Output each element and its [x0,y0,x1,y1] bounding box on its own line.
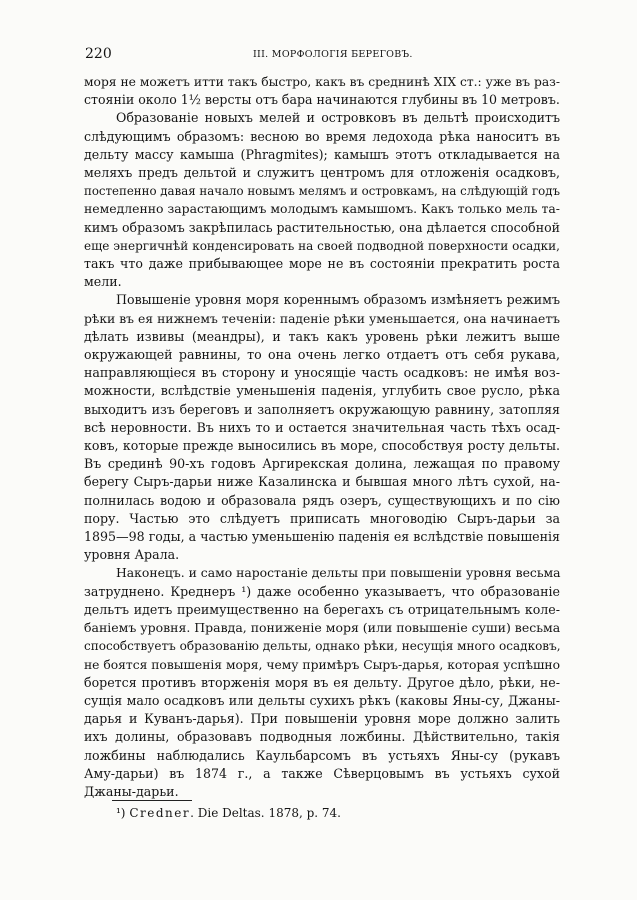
text-line: не боятся повышенія моря, чему примѣръ Сыръ-дарья, которая успѣшно [84,657,560,672]
text-line: борется противъ вторженія моря въ ея дельту. Другое дѣло, рѣки, не- [84,674,560,690]
text-line: дарья и Куванъ-дарья). При повышеніи уровня море должно залить [84,711,560,727]
text-line: затруднено. Креднеръ ¹) даже особенно указываетъ, что образованіе [84,583,560,599]
text-line: кимъ образомъ закрѣпилась растительностью, она дѣлается способной [84,219,560,235]
text-line: полнилась водою и образовала рядъ озеръ, существующихъ и по сію [84,492,560,508]
text-line: направляющіеся въ сторону и уносящіе часть осадковъ: не имѣя воз- [84,365,560,381]
text-line: постепенно давая начало новымъ мелямъ и островкамъ, на слѣдующій годъ [84,184,560,199]
text-line: Аму-дарьи) въ 1874 г., а также Сѣверцовымъ въ устьяхъ сухой [84,765,560,781]
text-line: пору. Частью это слѣдуетъ приписать многоводію Сыръ-дарьи за [84,510,560,526]
text-line: выходитъ изъ береговъ и заполняетъ окружающую равнину, затопляя [84,401,560,417]
text-line: всѣ неровности. Въ нихъ то и остается значительная часть тѣхъ осад- [84,419,560,435]
paragraph-2 [84,109,560,291]
text-line: такъ что даже прибывающее море не въ состояніи прекратить роста [84,256,560,272]
text-line: стояніи около 1½ версты отъ бара начинаются глубины въ 10 метровъ. [84,92,560,108]
running-title: III. МОРФОЛОГІЯ БЕРЕГОВЪ. [253,49,413,60]
footnote-author: Credner [129,806,191,820]
text-line: рѣки въ ея нижнемъ теченіи: паденіе рѣки уменьшается, она начинаетъ [84,311,560,326]
text-line: сущія мало осадковъ или дельты сухихъ рѣкъ (каковы Яны-су, Джаны- [84,692,560,708]
text-line: можности, вслѣдствіе уменьшенія паденія, углубить свое русло, рѣка [84,383,560,399]
paragraph-4 [84,564,560,801]
footnote [116,806,341,820]
text-line: Въ срединѣ 90-хъ годовъ Аргирекская долина, лежащая по правому [84,456,560,472]
text-line: Образованіе новыхъ мелей и островковъ въ дельтѣ происходитъ [116,110,560,126]
text-line: дельту массу камыша (Phragmites); камышъ этотъ откладывается на [84,146,560,162]
page-header [85,46,559,68]
page-number: 220 [85,46,112,62]
text-line: слѣдующимъ образомъ: весною во время ледохода рѣка наноситъ въ [84,128,560,144]
text-line: немедленно зарастающимъ молодымъ камышомъ. Какъ только мель та- [84,201,560,217]
footnote-marker: ¹) [116,806,126,820]
text-line: Повышеніе уровня моря кореннымъ образомъ измѣняетъ режимъ [116,292,560,308]
text-line: баніемъ уровня. Правда, пониженіе моря (или повышеніе суши) весьма [84,620,561,636]
text-line: уровня Арала. [84,547,180,563]
footnote-rule [112,800,192,801]
text-line: мели. [84,274,122,290]
text-line: Наконецъ. и само наростаніе дельты при повышеніи уровня весьма [116,565,561,581]
text-line: окружающей равнины, то она очень легко отдаетъ отъ себя рукава, [84,347,560,363]
text-line: ихъ долины, образовавъ подводныя ложбины. Дѣйствительно, такія [84,729,560,745]
text-line: Джаны-дарьи. [84,783,179,799]
text-line: 1895—98 годы, а частью уменьшенію паденія ея вслѣдствіе повышенія [84,529,560,545]
text-line: ложбины наблюдались Каульбарсомъ въ устьяхъ Яны-су (рукавъ [84,747,560,763]
text-line: берегу Сыръ-дарьи ниже Казалинска и бывшая много лѣтъ сухой, на- [84,474,560,490]
paragraph-3 [84,291,560,564]
text-line: дѣлать извивы (меандры), и такъ какъ уровень рѣки лежитъ выше [84,328,560,344]
paragraph-1 [84,73,560,109]
body-text [84,73,560,801]
text-line: еще энергичнѣй конденсировать на своей подводной поверхности осадки, [84,238,560,253]
text-line: меляхъ предъ дельтой и служитъ центромъ для отложенія осадковъ, [84,165,560,181]
text-line: способствуетъ образованію дельты, однако рѣки, несущія много осадковъ, [84,639,561,654]
text-line: моря не можетъ итти такъ быстро, какъ въ среднинѣ XIX ст.: уже въ раз- [84,75,560,89]
text-line: ковъ, которые прежде выносились въ море, способствуя росту дельты. [84,438,560,454]
text-line: дельтъ идетъ преимущественно на берегахъ съ отрицательнымъ коле- [84,601,560,617]
footnote-citation: . Die Deltas. 1878, p. 74. [190,806,341,820]
